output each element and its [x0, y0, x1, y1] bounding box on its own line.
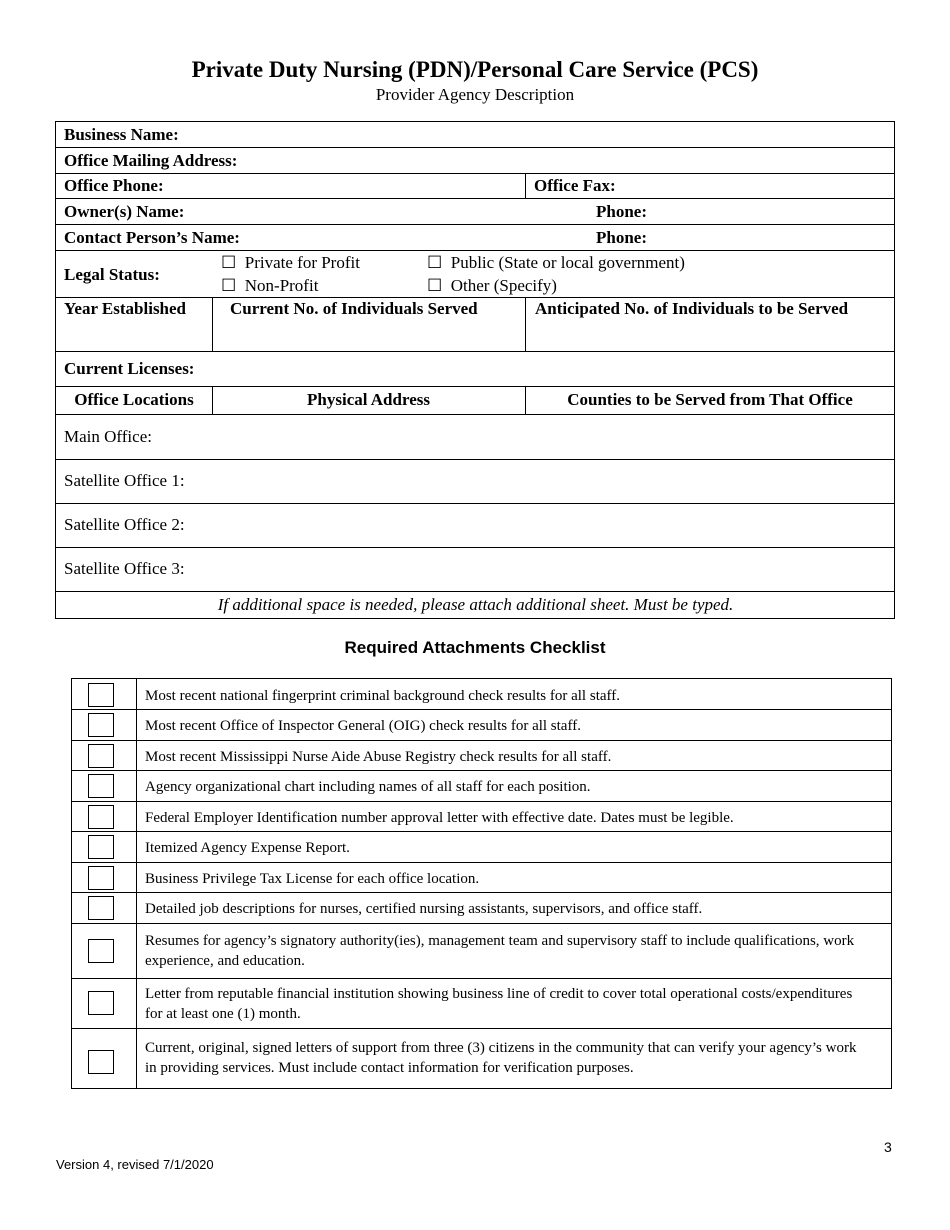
- contact-name-field[interactable]: Contact Person’s Name:: [64, 228, 240, 247]
- year-established-field[interactable]: Year Established: [64, 299, 187, 318]
- checklist-checkbox[interactable]: [88, 835, 114, 859]
- checklist-title: Required Attachments Checklist: [344, 638, 606, 657]
- checklist-item-text: Most recent Office of Inspector General (OIG) check results for all staff.: [145, 718, 581, 734]
- checklist-item-text: Business Privilege Tax License for each office location.: [145, 871, 480, 887]
- legal-option-other[interactable]: [427, 276, 557, 296]
- anticipated-served-field[interactable]: Anticipated No. of Individuals to be Served: [535, 299, 849, 318]
- col-office-locations: Office Locations: [74, 390, 194, 409]
- office-fax-field[interactable]: Office Fax:: [534, 176, 616, 195]
- additional-space-note: If additional space is needed, please attach additional sheet. Must be typed.: [217, 595, 734, 614]
- satellite-office-2-field[interactable]: Satellite Office 2:: [64, 515, 185, 534]
- checklist-row: [72, 709, 891, 740]
- main-office-field[interactable]: Main Office:: [64, 427, 152, 446]
- checklist-row: [72, 770, 891, 801]
- legal-option-label: Other (Specify): [450, 276, 557, 295]
- contact-phone-field[interactable]: Phone:: [596, 228, 647, 247]
- checkbox-icon: ☐: [427, 276, 443, 295]
- legal-option-private[interactable]: [221, 253, 360, 273]
- office-mailing-address-field[interactable]: Office Mailing Address:: [64, 151, 238, 170]
- checklist-item-text: Agency organizational chart including names of all staff for each position.: [145, 779, 591, 795]
- owners-name-field[interactable]: Owner(s) Name:: [64, 202, 185, 221]
- satellite-office-3-field[interactable]: Satellite Office 3:: [64, 559, 185, 578]
- checklist-checkbox[interactable]: [88, 1050, 114, 1074]
- checklist-row: [72, 892, 891, 923]
- page-title: Private Duty Nursing (PDN)/Personal Care Service (PCS): [191, 57, 759, 82]
- checkbox-icon: ☐: [221, 253, 237, 272]
- col-counties-served: Counties to be Served from That Office: [567, 390, 853, 409]
- checklist-checkbox[interactable]: [88, 744, 114, 768]
- checklist-checkbox[interactable]: [88, 896, 114, 920]
- checklist-item-text: Detailed job descriptions for nurses, certified nursing assistants, supervisors, and office staff.: [145, 901, 703, 917]
- legal-option-nonprofit[interactable]: [221, 276, 318, 296]
- legal-option-label: Non-Profit: [244, 276, 319, 295]
- owners-phone-field[interactable]: Phone:: [596, 202, 647, 221]
- legal-status-label: Legal Status:: [64, 265, 160, 284]
- checklist-item-text: Letter from reputable financial institution showing business line of credit to cover total operational costs/expenditures for at least one (1) month.: [145, 986, 853, 1022]
- checklist-row: [72, 923, 891, 978]
- legal-option-public[interactable]: [427, 253, 685, 273]
- business-name-field[interactable]: Business Name:: [64, 125, 179, 144]
- checklist-item-text: Resumes for agency’s signatory authority(ies), management team and supervisory staff to include qualifications, work experience, and education.: [145, 933, 855, 969]
- checklist-checkbox[interactable]: [88, 713, 114, 737]
- checklist-checkbox[interactable]: [88, 866, 114, 890]
- page-subtitle: Provider Agency Description: [375, 85, 575, 104]
- checkbox-icon: ☐: [427, 253, 443, 272]
- checkbox-icon: ☐: [221, 276, 237, 295]
- checklist-checkbox[interactable]: [88, 774, 114, 798]
- checklist-item-text: Most recent Mississippi Nurse Aide Abuse Registry check results for all staff.: [145, 749, 612, 765]
- checklist-checkbox[interactable]: [88, 991, 114, 1015]
- current-served-field[interactable]: Current No. of Individuals Served: [230, 299, 478, 318]
- attachments-checklist: [71, 678, 892, 1089]
- legal-option-label: Private for Profit: [244, 253, 360, 272]
- checklist-item-text: Most recent national fingerprint criminal background check results for all staff.: [145, 688, 620, 704]
- checklist-item-text: Federal Employer Identification number approval letter with effective date. Dates must be legible.: [145, 810, 734, 826]
- checklist-row: [72, 978, 891, 1028]
- office-phone-field[interactable]: Office Phone:: [64, 176, 164, 195]
- col-physical-address: Physical Address: [307, 390, 430, 409]
- page-number: 3: [884, 1139, 892, 1155]
- checklist-item-text: Itemized Agency Expense Report.: [145, 840, 350, 856]
- checklist-item-text: Current, original, signed letters of support from three (3) citizens in the community that can verify your agency’s work in providing services. Must include contact information for verification purposes.: [145, 1040, 857, 1076]
- legal-option-label: Public (State or local government): [450, 253, 685, 272]
- checklist-row: [72, 831, 891, 862]
- checklist-row: [72, 801, 891, 831]
- checklist-checkbox[interactable]: [88, 805, 114, 829]
- checklist-checkbox[interactable]: [88, 939, 114, 963]
- current-licenses-field[interactable]: Current Licenses:: [64, 359, 195, 378]
- checklist-row: [72, 1028, 891, 1088]
- satellite-office-1-field[interactable]: Satellite Office 1:: [64, 471, 185, 490]
- checklist-row: [72, 862, 891, 892]
- agency-description-form: [55, 121, 895, 619]
- checklist-row: [72, 679, 891, 709]
- version-footer: Version 4, revised 7/1/2020: [56, 1157, 214, 1172]
- checklist-checkbox[interactable]: [88, 683, 114, 707]
- checklist-row: [72, 740, 891, 770]
